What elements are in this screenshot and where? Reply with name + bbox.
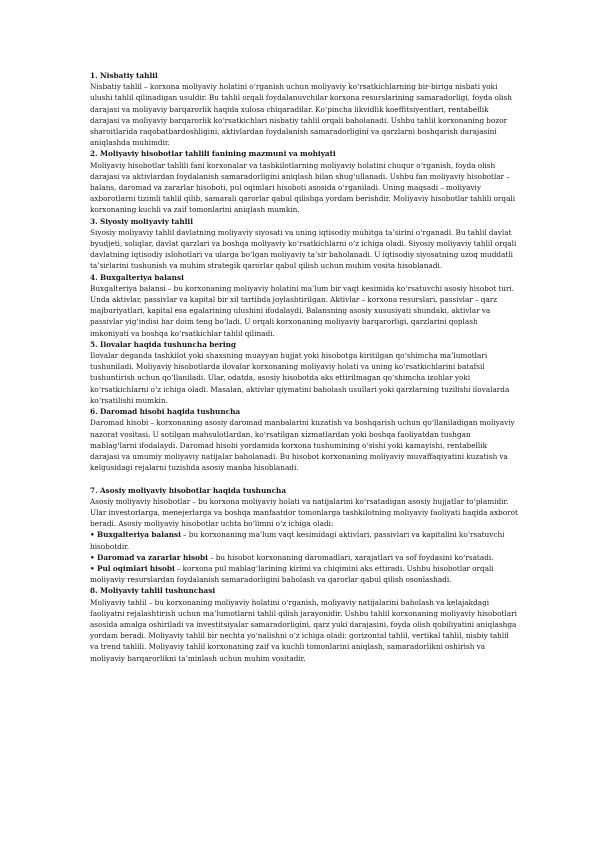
section-1-heading: 1. Nisbatiy tahlil: [90, 71, 158, 80]
section-7-heading: 7. Asosiy moliyaviy hisobotlar haqida tushuncha: [90, 485, 287, 495]
bullet-item: [90, 529, 518, 551]
bullet-text: – korxona pul mablag‘larining kirimi va chiqimini aks ettiradi. Ushbu hisobotlar orqali moliyaviy resurslardan foydalanish samaradorligini baholash va qarorlar qabul qilish osonlashadi.: [90, 563, 494, 585]
section-8-body: Moliyaviy tahlil – bu korxonaning moliyaviy holatini o‘rganish, moliyaviy natijalarini baholash va kelajakdagi faoliyatni rejalashtirish uchun ma’lumotlarni tahlil qilish jarayonidir. Ushbu tahlil korxonaning moliyaviy hisobotlari asosida amalga oshiriladi va investitsiyalar samaradorligini, qarz yuki darajasini, foyda olish qobiliyatini aniqlashga yordam beradi. Moliyaviy tahlil bir nechta yo‘nalishni o‘z ichiga oladi: gorizontal tahlil, vertikal tahlil, nisbiy tahlil va trend tahlili. Moliyaviy tahlil korxonaning zaif va kuchli tomonlarini aniqlash, samaradorlikni oshirish va moliyaviy barqarorlikni ta’minlash uchun muhim vositadir.: [90, 597, 517, 663]
bullet-item: [90, 563, 518, 585]
bullet-label: • Pul oqimlari hisobi: [90, 563, 175, 573]
section-8-heading: 8. Moliyaviy tahlil tushunchasi: [90, 586, 216, 596]
section-2-heading: 2. Moliyaviy hisobotlar tahlili fanining mazmuni va mohiyati: [90, 149, 336, 159]
section-4-body: Buxgalteriya balansi – bu korxonaning moliyaviy holatini ma’lum bir vaqt kesimida ko‘rsatuvchi asosiy hisobot turi. Unda aktivlar, passivlar va kapital bir xil tartibda joylashtirilgan. Aktivlar – korxona resurslari, passivlar – qarz majburiyatlari, kapital esa egalarining ulushini ifodalaydi. Balansning asosiy xususiyati shundaki, aktivlar va passivlar yig‘indisi har doim teng bo‘ladi. U orqali korxonaning moliyaviy barqarorligi, qarzlarini qoplash imkoniyati va boshqa ko‘rsatkichlar tahlil qilinadi.: [90, 283, 515, 338]
bullet-item: [90, 552, 518, 563]
section-5-body: Ilovalar deganda tashkilot yoki shaxsning muayyan hujjat yoki hisobotga kiritilgan qo‘shimcha ma’lumotlari tushuniladi. Moliyaviy hisobotlarda ilovalar korxonaning moliyaviy holati va uning ko‘rsatkichlarini batafsil tushuntirish uchun qo‘llaniladi. Ular, odatda, asosiy hisobotda aks ettirilmagan qo‘shimcha izohlar yoki ko‘rsatkichlarni o‘z ichiga oladi. Masalan, aktivlar qiymatini baholash usullari yoki qarzlarning tuzilishi ilovalarda ko‘rsatilishi mumkin.: [90, 351, 510, 405]
section-6-heading: 6. Daromad hisobi haqida tushuncha: [90, 407, 241, 417]
section-3-heading: 3. Siyosiy moliyaviy tahlil: [90, 216, 193, 226]
bullet-label: • Buxgalteriya balansi: [90, 530, 181, 540]
section-1-body: Nisbatiy tahlil – korxona moliyaviy holatini o‘rganish uchun moliyaviy ko‘rsatkichlarning bir-biriga nisbati yoki ulushi tahlil qilinadigan usuldir. Bu tahlil orqali foydalanuvchilar korxona resurslarining samaradorligi, foyda olish darajasi va moliyaviy barqarorlik haqida xulosa chiqaradilar. Ko‘pincha likvidlik koeffitsiyentlari, rentabellik darajasi va moliyaviy barqarorlik ko‘rsatkichlari nisbatiy tahlil orqali baholanadi. Ushbu tahlil korxonaning bozor sharoitlarida raqobatbardoshligini, aktivlardan foydalanish samaradorligini va qarzlarni boshqarish darajasini aniqlashda muhimdir.: [90, 82, 512, 148]
section-7-intro: Asosiy moliyaviy hisobotlar – bu korxona moliyaviy holati va natijalarini ko‘rsatadigan asosiy hujjatlar to‘plamidir. Ular investorlarga, menejerlarga va boshqa manfaatdor tomonlarga tashkilotning moliyaviy faoliyati haqida axborot beradi. Asosiy moliyaviy hisobotlar uchta bo‘limni o‘z ichiga oladi:: [90, 496, 518, 529]
bullet-label: • Daromad va zararlar hisobi: [90, 552, 208, 562]
section-3-body: Siyosiy moliyaviy tahlil davlatning moliyaviy siyosati va uning iqtisodiy muhitga ta’sirini o‘rganadi. Bu tahlil davlat byudjeti, soliqlar, davlat qarzlari va boshqa moliyaviy ko‘rsatkichlarni o‘z ichiga oladi. Siyosiy moliyaviy tahlil orqali davlatning iqtisodiy islohotlari va ularga bo‘lgan moliyaviy ta’sir baholanadi. U iqtisodiy siyosatning uzoq muddatli ta’sirlarini tushunish va muhim strategik qarorlar qabul qilish uchun muhim vosita hisoblanadi.: [90, 227, 517, 271]
section-6-body: Daromad hisobi – korxonaning asosiy daromad manbalarini kuzatish va boshqarish uchun qo‘llaniladigan moliyaviy nazorat vositasi. U sotilgan mahsulotlardan, ko‘rsatilgan xizmatlardan yoki boshqa faoliyatdan tushgan mablag‘larni ifodalaydi. Daromad hisobi yordamida korxona tushumining o‘sishi yoki kamayishi, rentabellik darajasi va umumiy moliyaviy natijalar baholanadi. Bu hisobot korxonaning moliyaviy muvaffaqiyatini kuzatish va kelgusidagi rejalarni tuzishda asosiy manba hisoblanadi.: [90, 418, 515, 473]
bullet-text: – bu hisobot korxonaning daromadlari, xarajatlari va sof foydasini ko‘rsatadi.: [207, 552, 494, 562]
section-4-heading: 4. Buxgalteriya balansi: [90, 272, 184, 282]
bullet-text: – bu korxonaning ma’lum vaqt kesimidagi aktivlari, passivlari va kapitalini ko‘rsatuvchi hisobotdir.: [90, 530, 505, 551]
section-5-heading: 5. Ilovalar haqida tushuncha bering: [90, 339, 237, 349]
document-page: [90, 70, 518, 664]
blank-line: [90, 473, 518, 484]
section-2-body: Moliyaviy hisobotlar tahlili fani korxonalar va tashkilotlarning moliyaviy holatini chuqur o‘rganish, foyda olish darajasi va aktivlardan foydalanish samaradorligini aniqlash bilan shug‘ullanadi. Ushbu fan moliyaviy hisobotlar – balans, daromad va zararlar hisoboti, pul oqimlari hisoboti asosida o‘rganiladi. Uning maqsadi – moliyaviy axborotlarni tizimli tahlil qilib, samarali qarorlar qabul qilishga yordam berishdir. Moliyaviy hisobotlar tahlili orqali korxonaning kuchli va zaif tomonlarini aniqlash mumkin.: [90, 160, 516, 215]
